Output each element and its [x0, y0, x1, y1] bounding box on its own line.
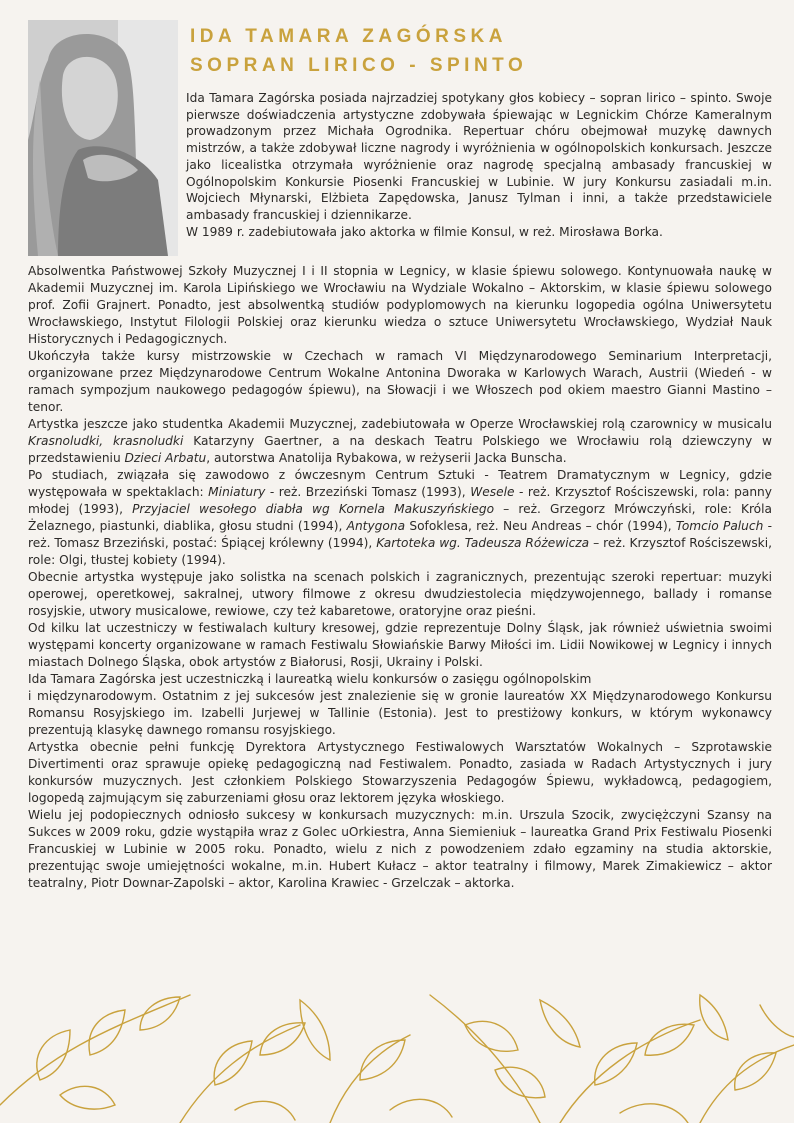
text-run: Po studiach, związała się zawodowo z ówczesnym Centrum Sztuki - Teatrem Dramatycznym w Legnicy, gdzie występowała w spektaklach:	[28, 468, 772, 499]
text-run: - reż. Tomasz Brzeziński, postać: Śpiącej królewny (1994),	[28, 519, 772, 550]
text-run: Sofoklesa, reż. Neu Andreas – chór (1994),	[405, 519, 676, 533]
paragraph-competitions: Ida Tamara Zagórska jest uczestniczką i laureatką wielu konkursów o zasięgu ogólnopolskim	[28, 672, 592, 686]
portrait-icon	[28, 20, 178, 256]
paragraph-education: Absolwentka Państwowej Szkoły Muzycznej I i II stopnia w Legnicy, w klasie śpiewu solowego. Kontynuowała naukę w Akademii Muzycznej im. Karola Lipińskiego we Wrocławiu na Wydziale Wokalno – Aktorskim, w klasie śpiewu solowego prof. Zofii Grajnert. Ponadto, jest absolwentką studiów podyplomowych na kierunku logopedia ogólna Uniwersytetu Wrocławskiego, Instytut Filologii Polskiej oraz kierunku wiedza o sztuce Uniwersytetu Wrocławskiego, Wydział Nauk Historycznych i Pedagogicznych.	[28, 264, 772, 346]
title-italic: Krasnoludki, krasnoludki	[28, 434, 184, 448]
text-run: Katarzyny Gaertner, a na deskach Teatru Polskiego we Wrocławiu rolą dziewczyny w przedstawieniu	[28, 434, 772, 465]
title-italic: Dzieci Arbatu	[124, 451, 207, 465]
text-run: – reż. Krzysztof Rościszewski, role: Olgi, tłustej kobiety (1994).	[28, 536, 772, 567]
intro-paragraph: Ida Tamara Zagórska posiada najrzadziej spotykany głos kobiecy – sopran lirico – spinto. Swoje pierwsze doświadczenia artystyczne zdobywała śpiewając w Legnickim Chórze Kameralnym prowadzonym przez Michała Ogrodnika. Repertuar chóru obejmował muzykę dawnych mistrzów, a także zdobywał liczne nagrody i wyróżnienia w ogólnopolskich konkursach. Jeszcze jako licealistka otrzymała wyróżnienie oraz nagrodę specjalną ambasady francuskiej w Ogólnopolskim Konkursie Piosenki Francuskiej w Lubinie. W jury Konkursu zasiadali m.in. Wojciech Młynarski, Elżbieta Zapędowska, Janusz Tylman i inni, a także przedstawiciele ambasady francuskiej i dziennikarze.	[186, 91, 772, 222]
page-title	[190, 22, 780, 80]
text-run: – reż. Grzegorz Mrówczyński, role: Króla Żelaznego, piastunki, diablika, głosu studni (1994),	[28, 502, 772, 533]
title-italic: Miniatury	[208, 485, 266, 499]
voice-type: SOPRAN LIRICO - SPINTO	[190, 55, 528, 76]
paragraph-director: Artystka obecnie pełni funkcję Dyrektora Artystycznego Festiwalowych Warsztatów Wokalnych – Szprotawskie Divertimenti oraz sprawuje opiekę pedagogiczną nad Festiwalem. Ponadto, zasiada w Radach Artystycznych i jury konkursów muzycznych. Jest członkiem Polskiego Stowarzyszenia Pedagogów Śpiewu, wykładowcą, pedagogiem, logopedą zajmującym się zaburzeniami głosu oraz lektorem języka włoskiego.	[28, 740, 772, 805]
paragraph-students: Wielu jej podopiecznych odniosło sukcesy w konkursach muzycznych: m.in. Urszula Szocik, zwyciężczyni Szansy na Sukces w 2009 roku, gdzie wystąpiła wraz z Golec uOrkiestra, Anna Siemieniuk – laureatka Grand Prix Festiwalu Piosenki Francuskiej w Lubinie w 2005 roku. Ponadto, wielu z nich z powodzeniem zdało egzaminy na studia aktorskie, prezentując swoje umiejętności wokalne, m.in. Hubert Kułacz – aktor teatralny i filmowy, Marek Zimakiewicz – aktor teatralny, Piotr Downar-Zapolski – aktor, Karolina Krawiec - Grzelczak – aktorka.	[28, 808, 772, 890]
paragraph-competitions-cont: i międzynarodowym. Ostatnim z jej sukcesów jest znalezienie się w gronie laureatów XX Międzynarodowego Konkursu Romansu Rosyjskiego im. Izabelli Jurjewej w Tallinie (Estonia). Jest to prestiżowy konkurs, w którym wykonawcy prezentują klasykę dawnego romansu rosyjskiego.	[28, 689, 772, 737]
paragraph-repertoire: Obecnie artystka występuje jako solistka na scenach polskich i zagranicznych, prezentując szeroki repertuar: muzyki operowej, operetkowej, sakralnej, utwory filmowe z okresu dwudziestolecia międzywojennego, ballady i romanse rosyjskie, utwory musicalowe, rewiowe, czy też kabaretowe, oratoryjne oraz pieśni.	[28, 570, 772, 618]
paragraph-theatre	[28, 467, 772, 569]
title-italic: Kartoteka wg. Tadeusza Różewicza	[376, 536, 590, 550]
text-run: - reż. Krzysztof Rościszewski, rola: panny młodej (1993),	[28, 485, 772, 516]
portrait-photo	[28, 20, 178, 256]
title-italic: Przyjaciel wesołego diabła wg Kornela Makuszyńskiego	[132, 502, 495, 516]
title-italic: Antygona	[346, 519, 406, 533]
text-run: Artystka jeszcze jako studentka Akademii Muzycznej, zadebiutowała w Operze Wrocławskiej rolą czarownicy w musicalu	[28, 417, 772, 431]
title-italic: Wesele	[470, 485, 515, 499]
biography-body	[28, 263, 772, 892]
artist-name: IDA TAMARA ZAGÓRSKA	[190, 26, 507, 47]
intro-paragraph: W 1989 r. zadebiutowała jako aktorka w filmie Konsul, w reż. Mirosława Borka.	[186, 224, 663, 239]
intro-text	[186, 90, 772, 240]
paragraph-festivals: Od kilku lat uczestniczy w festiwalach kultury kresowej, gdzie reprezentuje Dolny Śląsk, jak również uświetnia swoimi występami koncerty organizowane w ramach Festiwalu Słowiańskie Barwy Miłości im. Lidii Nowikowej w Legnicy i innych miastach Dolnego Śląska, obok artystów z Białorusi, Rosji, Ukrainy i Polski.	[28, 621, 772, 669]
text-run: - reż. Brzeziński Tomasz (1993),	[265, 485, 471, 499]
text-run: , autorstwa Anatolija Rybakowa, w reżyserii Jacka Bunscha.	[206, 451, 567, 465]
title-italic: Tomcio Paluch	[675, 519, 764, 533]
gold-leaves-decoration	[0, 985, 794, 1123]
paragraph-debut	[28, 416, 772, 467]
paragraph-masterclasses: Ukończyła także kursy mistrzowskie w Czechach w ramach VI Międzynarodowego Seminarium Interpretacji, organizowane przez Międzynarodowe Centrum Wokalne Antonina Dworaka w Karlowych Warach, Austrii (Wiedeń - w ramach sympozjum naukowego pedagogów śpiewu), na Słowacji i we Włoszech pod okiem maestro Gianni Mastino – tenor.	[28, 349, 772, 414]
